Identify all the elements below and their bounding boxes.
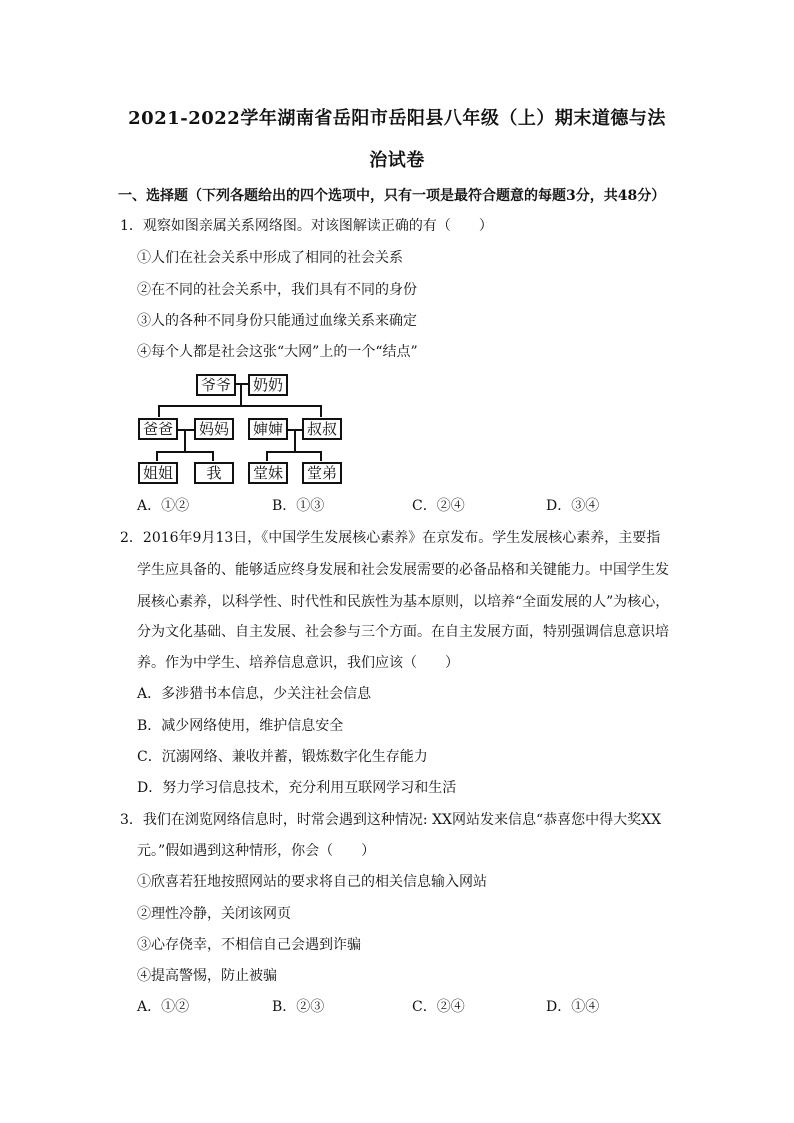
question-1-stem: 1．观察如图亲属关系网络图。对该图解读正确的有（ ） bbox=[120, 218, 493, 234]
question-1-statement: ①人们在社会关系中形成了相同的社会关系 bbox=[137, 250, 403, 266]
question-2-stem-line: 2．2016年9月13日，《中国学生发展核心素养》在京发布。学生发展核心素养，主要指 bbox=[120, 530, 661, 546]
tree-node-sister: 姐姐 bbox=[138, 462, 178, 484]
tree-node-cousin-m: 堂弟 bbox=[302, 462, 342, 484]
question-3-stem-line: 元。”假如遇到这种情形，你会（ ） bbox=[137, 843, 376, 859]
question-1-option-b[interactable]: B．①③ bbox=[272, 498, 325, 514]
question-3-statement: ③心存侥幸，不相信自己会遇到诈骗 bbox=[137, 937, 361, 953]
question-3-statement: ①欣喜若狂地按照网站的要求将自己的相关信息输入网站 bbox=[137, 874, 487, 890]
tree-node-mom: 妈妈 bbox=[194, 418, 234, 440]
question-2-option-d[interactable]: D．努力学习信息技术，充分利用互联网学习和生活 bbox=[137, 780, 457, 796]
exam-title-line2: 治试卷 bbox=[369, 150, 425, 171]
question-1-option-c[interactable]: C．②④ bbox=[412, 498, 465, 514]
question-3-option-c[interactable]: C．②④ bbox=[412, 999, 465, 1015]
question-3-stem-line: 3．我们在浏览网络信息时，时常会遇到这种情况: XX网站发来信息“恭喜您中得大奖XX bbox=[120, 812, 662, 828]
question-3-option-d[interactable]: D．①④ bbox=[546, 999, 600, 1015]
exam-title-line1: 2021-2022学年湖南省岳阳市岳阳县八年级（上）期末道德与法 bbox=[128, 108, 666, 129]
question-3-option-b[interactable]: B．②③ bbox=[272, 999, 325, 1015]
question-2-stem-line: 展核心素养，以科学性、时代性和民族性为基本原则，以培养“全面发展的人”为核心， bbox=[137, 594, 670, 610]
tree-node-cousin-f: 堂妹 bbox=[248, 462, 288, 484]
question-3-option-a[interactable]: A．①② bbox=[137, 999, 190, 1015]
question-2-option-a[interactable]: A．多涉猎书本信息，少关注社会信息 bbox=[137, 686, 372, 702]
tree-node-grandma: 奶奶 bbox=[248, 374, 288, 396]
question-2-option-b[interactable]: B．减少网络使用，维护信息安全 bbox=[137, 718, 344, 734]
question-2-option-c[interactable]: C．沉溺网络、兼收并蓄，锻炼数字化生存能力 bbox=[137, 749, 428, 765]
tree-node-me: 我 bbox=[194, 462, 234, 484]
tree-node-grandpa: 爷爷 bbox=[196, 374, 236, 396]
question-1-option-d[interactable]: D．③④ bbox=[546, 498, 600, 514]
question-3-statement: ④提高警惕，防止被骗 bbox=[137, 968, 277, 984]
question-2-stem-line: 学生应具备的、能够适应终身发展和社会发展需要的必备品格和关键能力。中国学生发 bbox=[137, 562, 669, 578]
kinship-tree-diagram bbox=[136, 370, 356, 490]
question-1-statement: ③人的各种不同身份只能通过血缘关系来确定 bbox=[137, 313, 417, 329]
section-heading: 一、选择题（下列各题给出的四个选项中，只有一项是最符合题意的每题3分，共48分） bbox=[118, 188, 666, 204]
question-1-option-a[interactable]: A．①② bbox=[137, 498, 190, 514]
question-1-statement: ④每个人都是社会这张“大网”上的一个“结点” bbox=[137, 344, 418, 360]
tree-node-uncle: 叔叔 bbox=[302, 418, 342, 440]
question-2-stem-line: 分为文化基础、自主发展、社会参与三个方面。在自主发展方面，特别强调信息意识培 bbox=[137, 624, 669, 640]
question-1-statement: ②在不同的社会关系中，我们具有不同的身份 bbox=[137, 282, 417, 298]
tree-node-dad: 爸爸 bbox=[138, 418, 178, 440]
tree-node-aunt: 婶婶 bbox=[248, 418, 288, 440]
question-3-statement: ②理性冷静，关闭该网页 bbox=[137, 906, 291, 922]
question-2-stem-line: 养。作为中学生、培养信息意识，我们应该（ ） bbox=[137, 655, 459, 671]
